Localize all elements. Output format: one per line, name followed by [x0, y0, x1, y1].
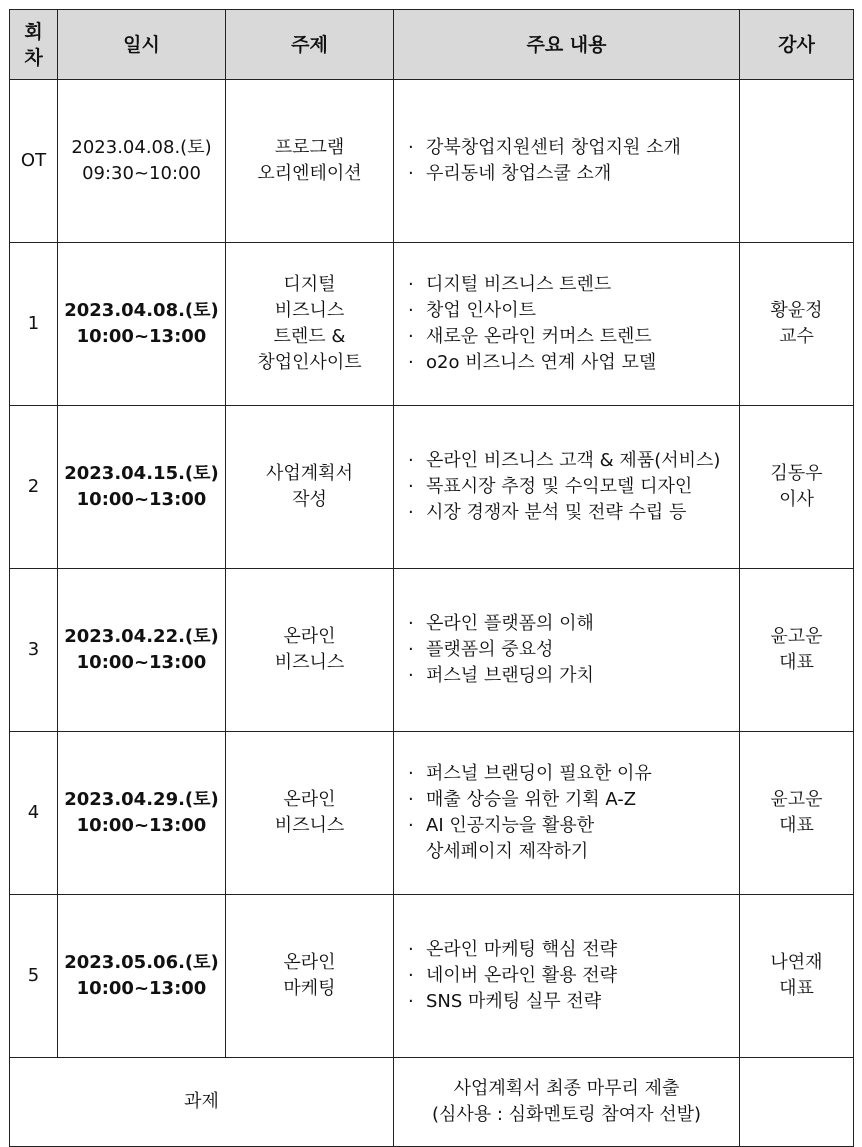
session-time: 10:00~13:00 [76, 815, 207, 836]
session-row [10, 406, 854, 569]
content-item-text: 온라인 마케팅 핵심 전략 [426, 939, 618, 960]
assignment-content [394, 1058, 740, 1147]
content-item-text: 시장 경쟁자 분석 및 전략 수립 등 [426, 502, 687, 523]
bullet-icon: · [408, 639, 414, 660]
session-topic-line: 트렌드 & [273, 326, 346, 347]
header-round [10, 10, 58, 80]
assignment-lecturer [740, 1058, 854, 1147]
session-topic-line: 비즈니스 [274, 300, 345, 321]
session-date: 2023.04.29.(토) [64, 789, 219, 810]
content-item-text: SNS 마케팅 실무 전략 [426, 991, 602, 1012]
session-round: 1 [10, 243, 58, 406]
session-topic-line: 온라인 [283, 789, 336, 810]
bullet-icon: · [408, 991, 414, 1012]
session-date: 2023.04.08.(토) [64, 300, 219, 321]
session-lecturer [740, 243, 854, 406]
content-item-text: 매출 상승을 위한 기획 A-Z [426, 789, 637, 810]
bullet-icon: · [408, 352, 414, 373]
bullet-icon: · [408, 274, 414, 295]
lecturer-line: 대표 [779, 978, 814, 999]
session-topic [226, 80, 394, 243]
content-item [406, 161, 739, 187]
session-time: 10:00~13:00 [76, 326, 207, 347]
content-item [406, 324, 739, 350]
bullet-icon: · [408, 965, 414, 986]
content-item [406, 500, 739, 526]
content-list [406, 611, 739, 689]
content-list [406, 937, 739, 1015]
lecturer-line: 황윤정 [770, 300, 823, 321]
content-item-text: 퍼스널 브랜딩이 필요한 이유 [426, 763, 652, 784]
session-datetime [58, 895, 226, 1058]
session-datetime [58, 732, 226, 895]
bullet-icon: · [408, 326, 414, 347]
session-date: 2023.05.06.(토) [64, 952, 219, 973]
content-list [406, 135, 739, 187]
content-item [406, 272, 739, 298]
session-round: 3 [10, 569, 58, 732]
bullet-icon: · [408, 476, 414, 497]
session-date: 2023.04.22.(토) [64, 626, 219, 647]
bullet-icon: · [408, 815, 414, 836]
session-content [394, 895, 740, 1058]
content-item [406, 350, 739, 376]
session-lecturer [740, 569, 854, 732]
content-item-text: 창업 인사이트 [426, 300, 537, 321]
session-topic-line: 사업계획서 [266, 463, 353, 484]
bullet-icon: · [408, 137, 414, 158]
header-topic: 주제 [226, 10, 394, 80]
content-item-text: 강북창업지원센터 창업지원 소개 [426, 137, 681, 158]
header-round-line2: 차 [24, 46, 43, 69]
content-item-text: 우리동네 창업스쿨 소개 [426, 163, 612, 184]
bullet-icon: · [408, 450, 414, 471]
content-item [406, 963, 739, 989]
content-item-text: 플랫폼의 중요성 [426, 639, 554, 660]
session-topic-line: 온라인 [283, 952, 336, 973]
session-lecturer [740, 732, 854, 895]
lecturer-line: 교수 [779, 326, 814, 347]
session-time: 10:00~13:00 [76, 489, 207, 510]
content-item [406, 611, 739, 637]
header-lecturer: 강사 [740, 10, 854, 80]
session-topic [226, 243, 394, 406]
session-row [10, 80, 854, 243]
content-item-text: 온라인 비즈니스 고객 & 제품(서비스) [426, 450, 721, 471]
content-list [406, 761, 739, 865]
bullet-icon: · [408, 613, 414, 634]
session-time: 10:00~13:00 [76, 978, 207, 999]
session-lecturer [740, 406, 854, 569]
session-topic-line: 오리엔테이션 [257, 163, 362, 184]
content-item-text: 목표시장 추정 및 수익모델 디자인 [426, 476, 693, 497]
bullet-icon: · [408, 763, 414, 784]
session-topic-line: 마케팅 [283, 978, 336, 999]
content-item [406, 787, 739, 813]
content-item [406, 637, 739, 663]
session-topic-line: 비즈니스 [274, 652, 345, 673]
session-round: 4 [10, 732, 58, 895]
header-date: 일시 [58, 10, 226, 80]
session-topic [226, 732, 394, 895]
content-item [406, 135, 739, 161]
bullet-icon: · [408, 789, 414, 810]
session-date: 2023.04.08.(토) [71, 137, 212, 158]
content-item [406, 663, 739, 689]
bullet-icon: · [408, 163, 414, 184]
content-item-text: 디지털 비즈니스 트렌드 [426, 274, 612, 295]
lecturer-line: 대표 [779, 652, 814, 673]
session-content [394, 569, 740, 732]
session-lecturer [740, 895, 854, 1058]
session-topic-line: 창업인사이트 [257, 352, 362, 373]
session-topic [226, 406, 394, 569]
content-item-text: 퍼스널 브랜딩의 가치 [426, 665, 594, 686]
assignment-content-line: (심사용 : 심화멘토링 참여자 선발) [431, 1104, 702, 1125]
content-list [406, 272, 739, 376]
session-content [394, 243, 740, 406]
session-datetime [58, 80, 226, 243]
lecturer-line: 이사 [779, 489, 814, 510]
session-row [10, 569, 854, 732]
session-content [394, 732, 740, 895]
session-topic-line: 작성 [292, 489, 327, 510]
session-round: OT [10, 80, 58, 243]
session-lecturer [740, 80, 854, 243]
session-topic-line: 프로그램 [274, 137, 345, 158]
session-topic [226, 895, 394, 1058]
assignment-content-line: 사업계획서 최종 마무리 제출 [453, 1078, 680, 1099]
content-item-text: o2o 비즈니스 연계 사업 모델 [426, 352, 657, 373]
session-topic-line: 디지털 [283, 274, 336, 295]
session-row [10, 243, 854, 406]
bullet-icon: · [408, 502, 414, 523]
content-item-text: 온라인 플랫폼의 이해 [426, 613, 594, 634]
content-item [406, 937, 739, 963]
session-round: 5 [10, 895, 58, 1058]
session-content [394, 406, 740, 569]
lecturer-line: 김동우 [770, 463, 823, 484]
header-row [10, 10, 854, 80]
content-item [406, 989, 739, 1015]
program-schedule-table [9, 9, 854, 1147]
content-item [406, 813, 739, 865]
lecturer-line: 윤고운 [770, 626, 823, 647]
assignment-label: 과제 [10, 1058, 394, 1147]
content-item-text: AI 인공지능을 활용한 [426, 815, 595, 836]
session-topic [226, 569, 394, 732]
bullet-icon: · [408, 939, 414, 960]
content-list [406, 448, 739, 526]
content-item-continuation: 상세페이지 제작하기 [426, 841, 589, 862]
lecturer-line: 대표 [779, 815, 814, 836]
session-datetime [58, 569, 226, 732]
session-datetime [58, 406, 226, 569]
content-item-text: 새로운 온라인 커머스 트렌드 [426, 326, 652, 347]
session-topic-line: 비즈니스 [274, 815, 345, 836]
session-content [394, 80, 740, 243]
session-time: 10:00~13:00 [76, 652, 207, 673]
session-date: 2023.04.15.(토) [64, 463, 219, 484]
assignment-row [10, 1058, 854, 1147]
session-topic-line: 온라인 [283, 626, 336, 647]
content-item [406, 448, 739, 474]
session-datetime [58, 243, 226, 406]
bullet-icon: · [408, 665, 414, 686]
lecturer-line: 나연재 [770, 952, 823, 973]
session-time: 09:30~10:00 [82, 163, 201, 184]
content-item [406, 298, 739, 324]
header-content: 주요 내용 [394, 10, 740, 80]
session-round: 2 [10, 406, 58, 569]
content-item [406, 474, 739, 500]
content-item-text: 네이버 온라인 활용 전략 [426, 965, 618, 986]
header-round-line1: 회 [24, 20, 43, 43]
bullet-icon: · [408, 300, 414, 321]
lecturer-line: 윤고운 [770, 789, 823, 810]
content-item [406, 761, 739, 787]
session-row [10, 895, 854, 1058]
session-row [10, 732, 854, 895]
